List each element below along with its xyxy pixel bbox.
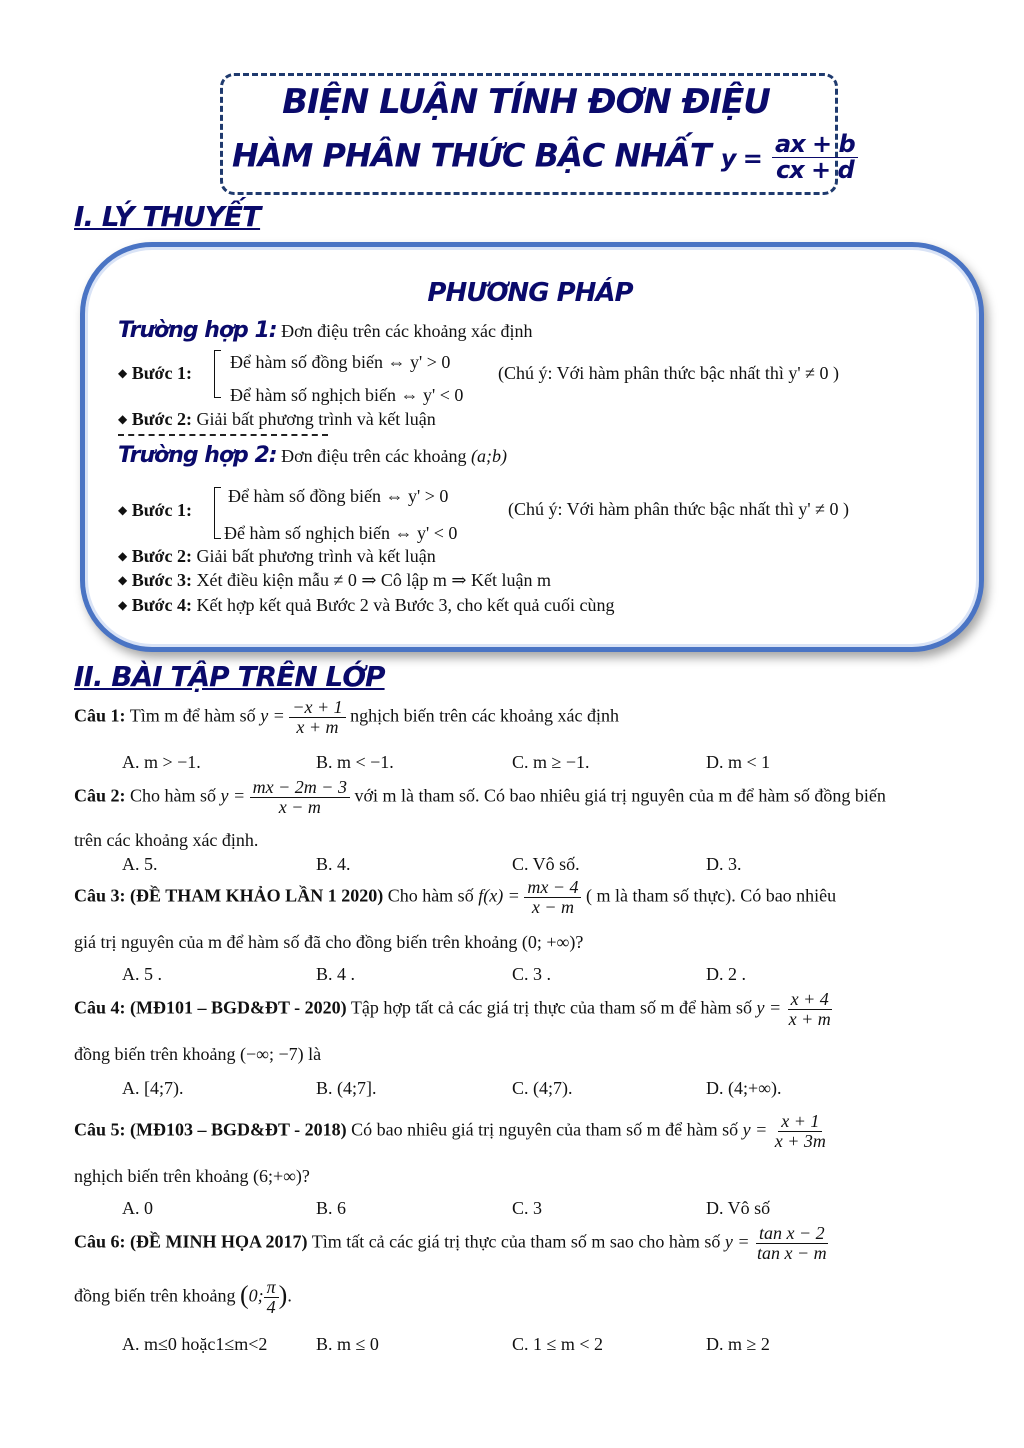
case-2-step-2	[118, 546, 436, 567]
question-text: Tìm m để hàm số	[129, 705, 256, 726]
formula-lhs: y =	[220, 785, 246, 806]
bracket-icon	[214, 350, 221, 398]
case-2-step-2-text: Giải bất phương trình và kết luận	[196, 546, 436, 566]
case-2-step-3-text: Xét điều kiện mẫu ≠ 0 ⇒ Cô lập m ⇒ Kết luận m	[196, 570, 551, 590]
case-2-step-4-label: Bước 4:	[131, 595, 192, 615]
title-formula-lhs: y =	[720, 144, 762, 173]
question-label: Câu 3:	[74, 885, 126, 906]
formula-denominator: x + 3m	[774, 1130, 826, 1151]
title-line-1: BIỆN LUẬN TÍNH ĐƠN ĐIỆU	[282, 82, 770, 122]
question-2-line-2: trên các khoảng xác định.	[74, 830, 259, 850]
option-a: A. [4;7).	[122, 1078, 184, 1098]
question-6	[74, 1224, 830, 1263]
title-formula-fraction	[772, 132, 858, 183]
case-2-step-2-label: Bước 2:	[131, 546, 192, 566]
case-2-step-1-line-2: Để hàm số nghịch biến ⇔ y' < 0	[224, 523, 458, 543]
case-1-step-1	[118, 363, 192, 384]
formula-fraction	[250, 778, 350, 817]
question-text: Tập hợp tất cả các giá trị thực của tham số m để hàm số	[350, 997, 752, 1018]
case-2-step-3-label: Bước 3:	[131, 570, 192, 590]
case-divider	[118, 434, 328, 436]
option-a: A. 5.	[122, 854, 158, 874]
question-5	[74, 1112, 829, 1151]
case-1-desc: Đơn điệu trên các khoảng xác định	[281, 321, 533, 341]
question-4-line-2: đồng biến trên khoảng (−∞; −7) là	[74, 1044, 322, 1064]
interval-numerator: π	[264, 1278, 279, 1298]
case-1-step-2-label: Bước 2:	[131, 409, 192, 429]
question-5-line-2: nghịch biến trên khoảng (6;+∞)?	[74, 1166, 310, 1186]
question-source: (MĐ103 – BGD&ĐT - 2018)	[130, 1119, 347, 1140]
option-b: B. m < −1.	[316, 752, 394, 772]
option-a: A. 0	[122, 1198, 153, 1218]
question-3	[74, 878, 836, 917]
case-2-desc: Đơn điệu trên các khoảng	[281, 446, 467, 466]
case-2-step-1-label: Bước 1:	[131, 500, 192, 520]
interval-fraction	[264, 1278, 279, 1317]
formula-numerator: −x + 1	[289, 698, 345, 718]
case-1-step-2	[118, 409, 436, 430]
formula-fraction	[289, 698, 345, 737]
formula-numerator: mx − 4	[524, 878, 581, 898]
question-source: (ĐỀ MINH HỌA 2017)	[130, 1231, 308, 1252]
question-text-post: với m là tham số. Có bao nhiêu giá trị nguyên của m để hàm số đồng biến	[354, 785, 886, 806]
bullet-icon: ◆	[118, 503, 128, 517]
formula-lhs: y =	[724, 1231, 750, 1252]
case-1-step-1-line-2: Để hàm số nghịch biến ⇔ y' < 0	[230, 385, 464, 405]
formula-denominator: tan x − m	[756, 1242, 827, 1263]
bullet-icon: ◆	[118, 573, 128, 587]
option-d: D. (4;+∞).	[706, 1078, 782, 1098]
section-1-heading: I. LÝ THUYẾT	[74, 200, 261, 233]
question-text: Tìm tất cả các giá trị thực của tham số m sao cho hàm số	[311, 1231, 721, 1252]
question-text: Có bao nhiêu giá trị nguyên của tham số m để hàm số	[351, 1119, 739, 1140]
formula-numerator: x + 1	[778, 1112, 822, 1132]
formula-denominator: x + m	[788, 1008, 831, 1029]
question-source: (MĐ101 – BGD&ĐT - 2020)	[130, 997, 347, 1018]
bullet-icon: ◆	[118, 549, 128, 563]
case-2-label: Trường hợp 2:	[118, 443, 277, 468]
case-2-step-4	[118, 595, 614, 616]
question-label: Câu 1:	[74, 705, 126, 726]
formula-fraction	[786, 990, 834, 1029]
title-line-2	[232, 132, 858, 183]
question-6-line-2-text: đồng biến trên khoảng	[74, 1285, 236, 1306]
case-1	[118, 318, 533, 343]
title-formula-denominator: cx + d	[775, 156, 854, 185]
option-c: C. 3 .	[512, 964, 552, 984]
option-b: B. m ≤ 0	[316, 1334, 379, 1354]
question-label: Câu 5:	[74, 1119, 126, 1140]
case-2-step-1-note: (Chú ý: Với hàm phân thức bậc nhất thì y' ≠ 0 )	[508, 499, 850, 519]
formula-fraction	[754, 1224, 830, 1263]
case-1-step-1-line-1: Để hàm số đồng biến ⇔ y' > 0	[230, 352, 451, 372]
option-c: C. Vô số.	[512, 854, 580, 874]
formula-numerator: tan x − 2	[756, 1224, 828, 1244]
case-2-step-1-line-1: Để hàm số đồng biến ⇔ y' > 0	[228, 486, 449, 506]
question-label: Câu 2:	[74, 785, 126, 806]
formula-lhs: f(x) =	[478, 885, 520, 906]
interval-left: 0;	[248, 1285, 264, 1306]
paren-left-icon: (	[239, 1280, 249, 1310]
formula-lhs: y =	[742, 1119, 768, 1140]
option-b: B. (4;7].	[316, 1078, 377, 1098]
option-b: B. 6	[316, 1198, 347, 1218]
option-c: C. (4;7).	[512, 1078, 573, 1098]
question-1	[74, 698, 619, 737]
option-d: D. Vô số	[706, 1198, 771, 1218]
case-1-label: Trường hợp 1:	[118, 318, 277, 343]
interval-denominator: 4	[266, 1296, 276, 1317]
case-2	[118, 443, 507, 468]
question-4	[74, 990, 834, 1029]
formula-lhs: y =	[756, 997, 782, 1018]
bullet-icon: ◆	[118, 366, 128, 380]
formula-numerator: mx − 2m − 3	[250, 778, 350, 798]
option-a: A. m≤0 hoặc1≤m<2	[122, 1334, 268, 1354]
option-b: B. 4 .	[316, 964, 356, 984]
case-2-interval: (a;b)	[471, 446, 508, 466]
question-3-line-2: giá trị nguyên của m để hàm số đã cho đồng biến trên khoảng (0; +∞)?	[74, 932, 584, 952]
method-title: PHƯƠNG PHÁP	[427, 278, 633, 308]
question-text-post: ( m là tham số thực). Có bao nhiêu	[585, 885, 837, 906]
case-1-step-2-text: Giải bất phương trình và kết luận	[196, 409, 436, 429]
question-label: Câu 4:	[74, 997, 126, 1018]
case-1-step-1-note: (Chú ý: Với hàm phân thức bậc nhất thì y' ≠ 0 )	[498, 363, 840, 383]
option-c: C. 3	[512, 1198, 543, 1218]
question-text-post: nghịch biến trên các khoảng xác định	[350, 705, 620, 726]
option-b: B. 4.	[316, 854, 351, 874]
formula-denominator: x − m	[531, 896, 574, 917]
section-2-heading: II. BÀI TẬP TRÊN LỚP	[74, 660, 385, 693]
case-2-step-4-text: Kết hợp kết quả Bước 2 và Bước 3, cho kết quả cuối cùng	[196, 595, 615, 615]
option-a: A. m > −1.	[122, 752, 201, 772]
question-2	[74, 778, 886, 817]
formula-fraction	[772, 1112, 829, 1151]
option-c: C. 1 ≤ m < 2	[512, 1334, 604, 1354]
option-d: D. m ≥ 2	[706, 1334, 770, 1354]
option-d: D. 3.	[706, 854, 742, 874]
question-source: (ĐỀ THAM KHẢO LẦN 1 2020)	[130, 885, 384, 906]
bullet-icon: ◆	[118, 598, 128, 612]
formula-fraction	[524, 878, 581, 917]
option-d: D. 2 .	[706, 964, 746, 984]
option-c: C. m ≥ −1.	[512, 752, 590, 772]
question-label: Câu 6:	[74, 1231, 126, 1252]
case-2-step-3	[118, 570, 551, 591]
title-line-2-text: HÀM PHÂN THỨC BẬC NHẤT	[232, 136, 711, 175]
question-6-line-2: đồng biến trên khoảng (0; $\frac{\pi}{4}$ ).	[74, 1277, 292, 1317]
option-a: A. 5 .	[122, 964, 162, 984]
paren-right-icon: )	[278, 1280, 288, 1310]
formula-denominator: x + m	[296, 716, 339, 737]
title-formula-numerator: ax + b	[772, 132, 858, 158]
formula-numerator: x + 4	[788, 990, 832, 1010]
option-d: D. m < 1	[706, 752, 771, 772]
case-1-step-1-label: Bước 1:	[131, 363, 192, 383]
formula-denominator: x − m	[278, 796, 321, 817]
bullet-icon: ◆	[118, 412, 128, 426]
formula-lhs: y =	[260, 705, 285, 726]
case-2-step-1	[118, 500, 192, 521]
question-text: Cho hàm số	[130, 785, 217, 806]
bracket-icon	[214, 487, 221, 539]
question-text: Cho hàm số	[387, 885, 474, 906]
